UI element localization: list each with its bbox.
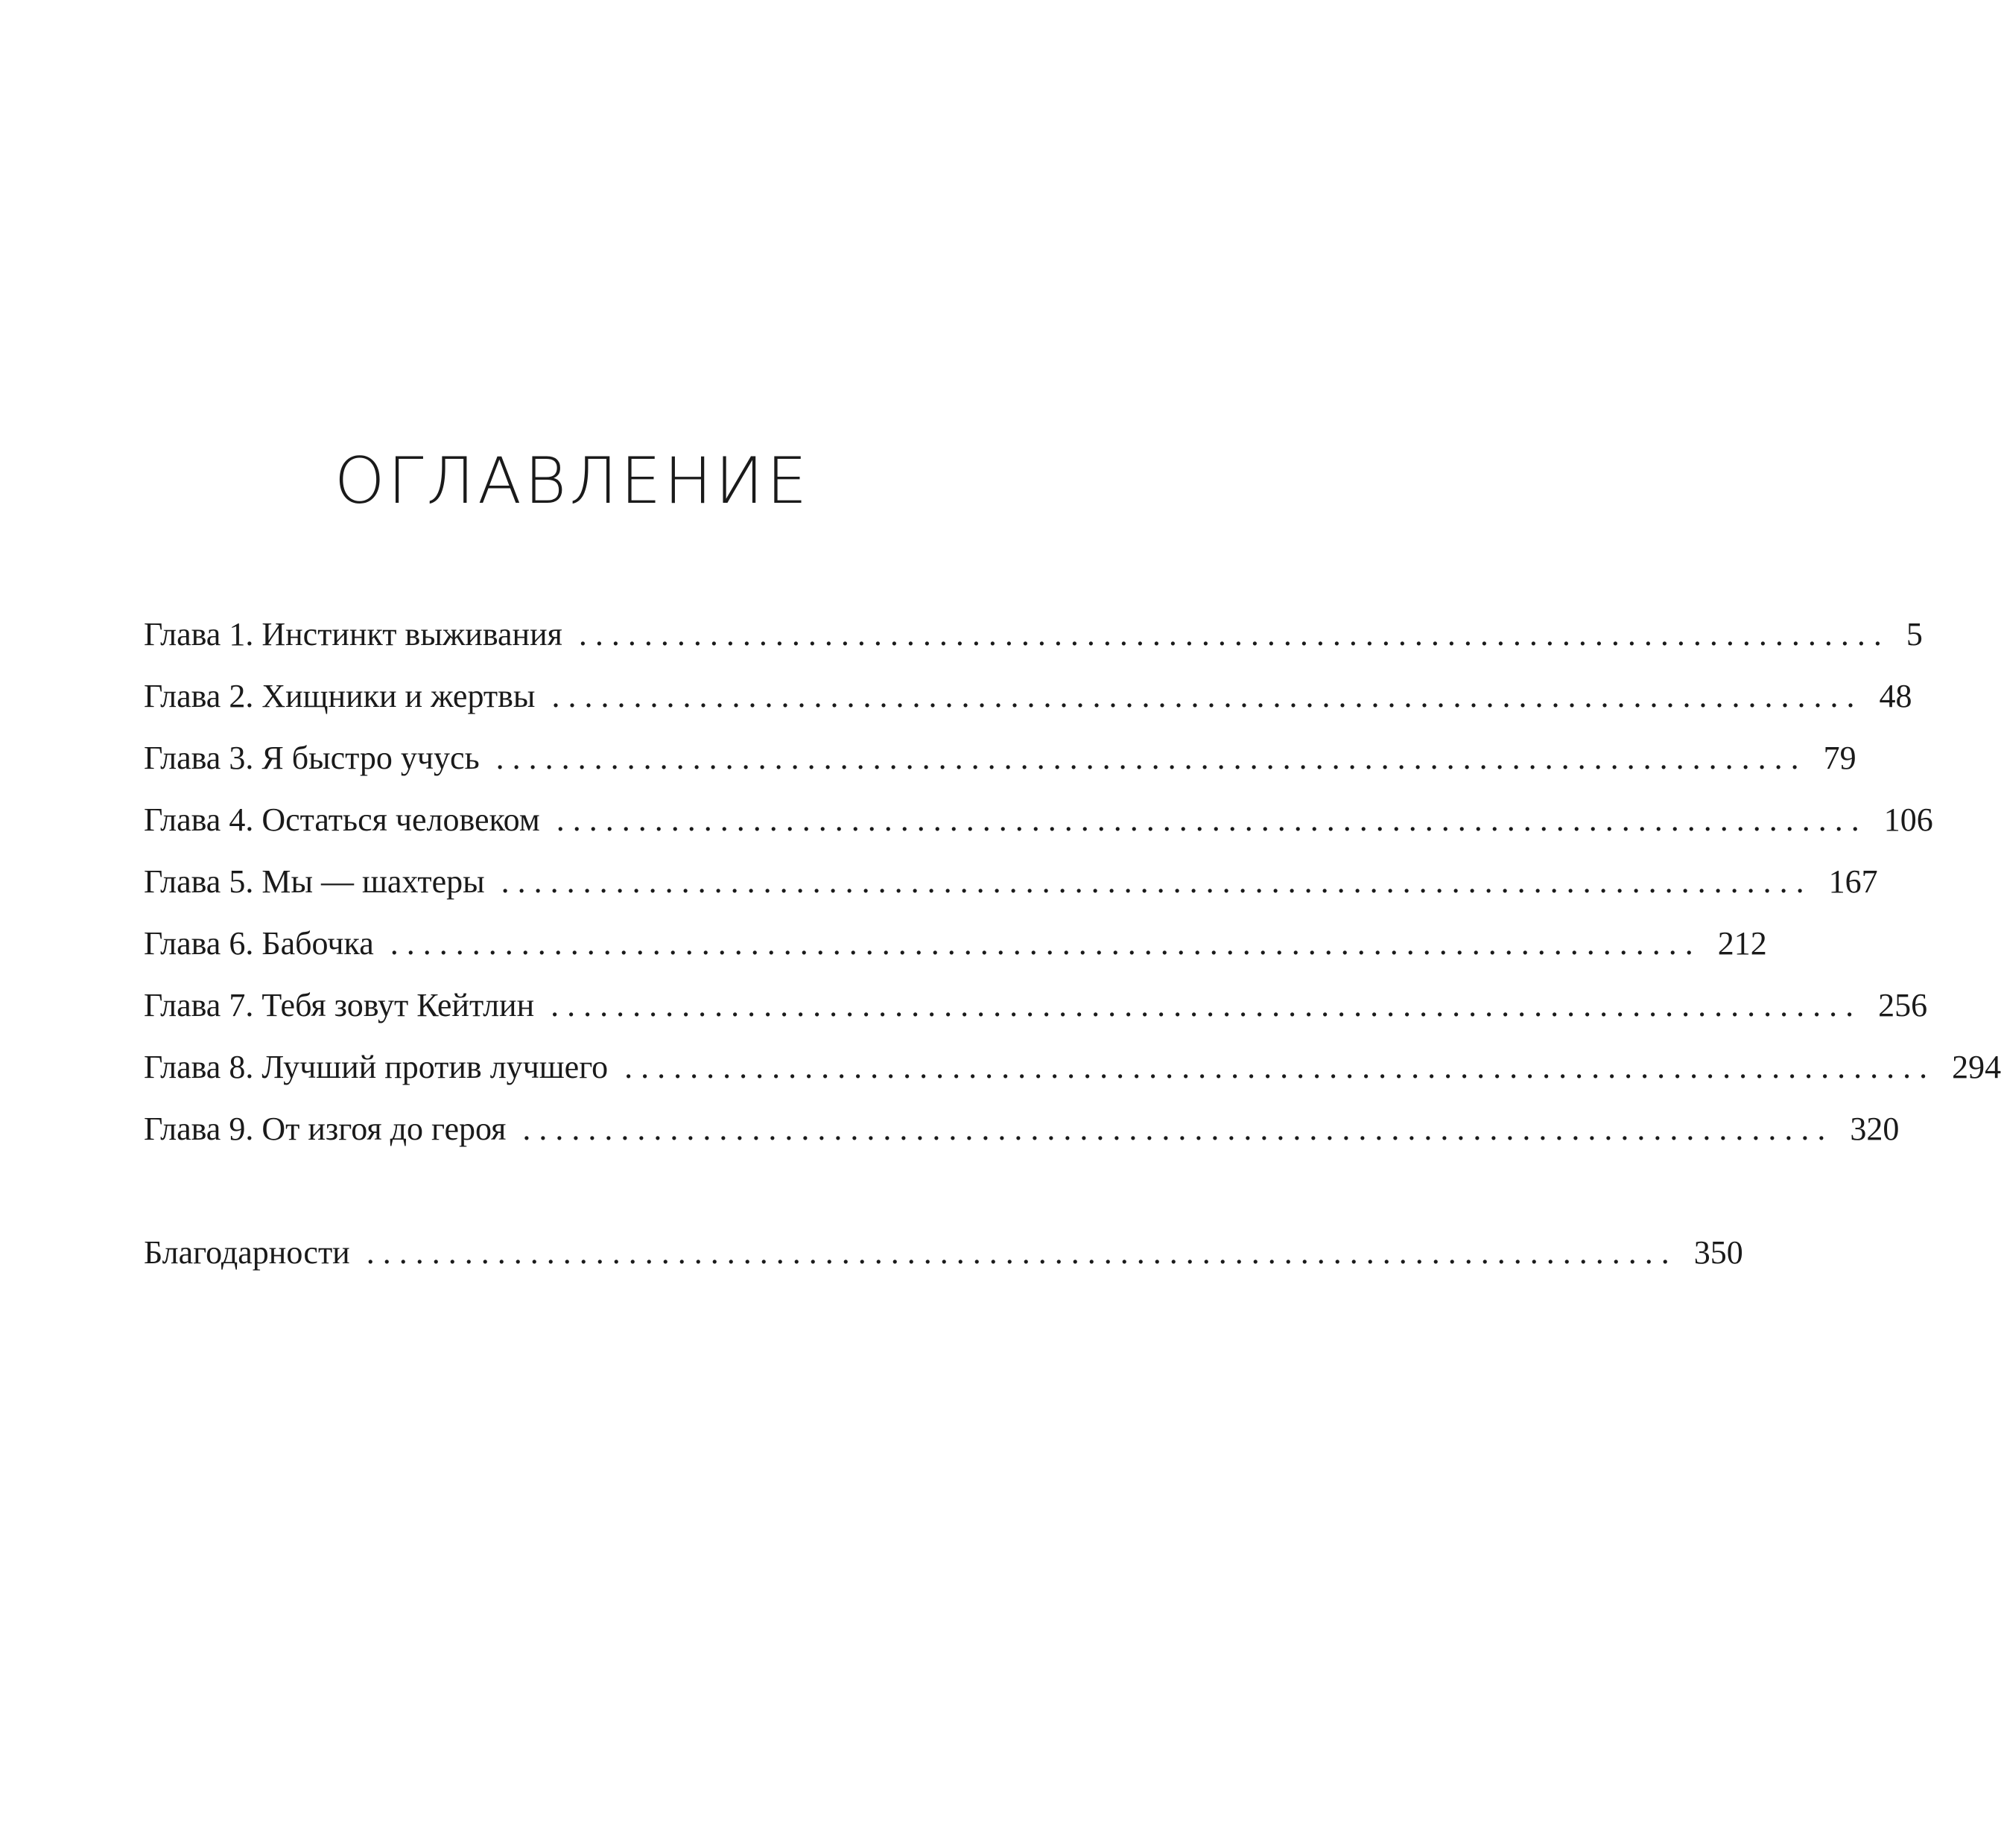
toc-entry-chapter-7 — [144, 974, 1928, 1036]
toc-entry-page-number: 256 — [1878, 987, 1928, 1023]
toc-entry-page-number: 350 — [1693, 1234, 1743, 1271]
toc-entry-chapter-9 — [144, 1098, 1900, 1160]
dot-leader: ................................................................................ — [551, 987, 1862, 1023]
dot-leader: ................................................................................ — [495, 740, 1807, 776]
dot-leader: ................................................................................ — [522, 1111, 1834, 1147]
toc-entry-page-number: 294 — [1952, 1049, 2001, 1085]
toc-entry-title: Благодарности — [144, 1234, 350, 1271]
toc-entry-page-number: 106 — [1883, 801, 1933, 838]
toc-entry-title: Глава 3. Я быстро учусь — [144, 740, 480, 776]
dot-leader: ................................................................................ — [501, 863, 1813, 900]
toc-entry-page-number: 48 — [1879, 678, 1912, 714]
toc-entry-title: Глава 2. Хищники и жертвы — [144, 678, 536, 714]
dot-leader: ................................................................................ — [556, 801, 1868, 838]
dot-leader: ................................................................................ — [578, 616, 1890, 652]
toc-entry-page-number: 212 — [1717, 925, 1767, 962]
toc-entry-title: Глава 8. Лучший против лучшего — [144, 1049, 609, 1085]
toc-entry-chapter-3 — [144, 727, 1856, 789]
dot-leader: ................................................................................ — [624, 1049, 1936, 1085]
toc-entry-title: Глава 9. От изгоя до героя — [144, 1111, 507, 1147]
toc-entry-chapter-6 — [144, 912, 1767, 974]
toc-entry-chapter-1 — [144, 603, 1923, 665]
toc-entry-title: Глава 5. Мы — шахтеры — [144, 863, 485, 900]
toc-entry-chapter-8 — [144, 1036, 2001, 1098]
dot-leader: ................................................................................ — [366, 1234, 1678, 1271]
toc-entry-title: Глава 6. Бабочка — [144, 925, 374, 962]
toc-entry-title: Глава 4. Остаться человеком — [144, 801, 540, 838]
toc-entry-page-number: 167 — [1828, 863, 1878, 900]
toc-entry-page-number: 79 — [1823, 740, 1856, 776]
page-title: ОГЛАВЛЕНИЕ — [334, 444, 811, 518]
table-of-contents — [144, 603, 2001, 1283]
toc-entry-chapter-4 — [144, 789, 1933, 851]
toc-entry-page-number: 5 — [1906, 616, 1923, 652]
dot-leader: ................................................................................ — [390, 925, 1702, 962]
toc-entry-title: Глава 1. Инстинкт выживания — [144, 616, 562, 652]
toc-entry-acknowledgements — [144, 1222, 1743, 1283]
toc-entry-title: Глава 7. Тебя зовут Кейтлин — [144, 987, 535, 1023]
toc-entry-chapter-5 — [144, 851, 1878, 912]
dot-leader: ................................................................................ — [551, 678, 1863, 714]
toc-entry-chapter-2 — [144, 665, 1912, 727]
toc-entry-page-number: 320 — [1850, 1111, 1900, 1147]
